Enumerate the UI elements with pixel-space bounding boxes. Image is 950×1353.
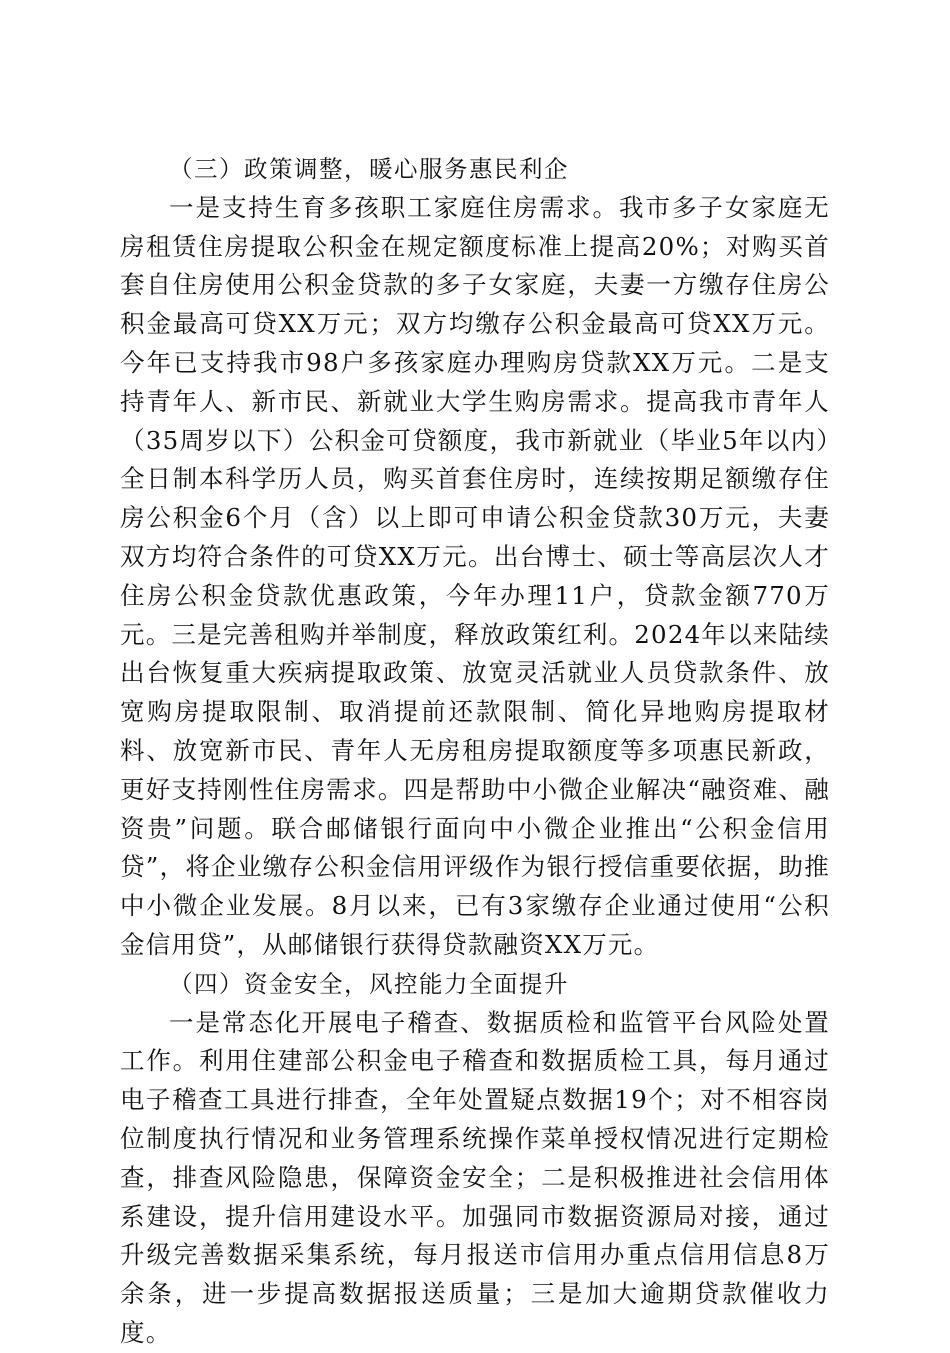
section-heading-3: （三）政策调整，暖心服务惠民利企 bbox=[169, 155, 569, 183]
section-heading-4: （四）资金安全，风控能力全面提升 bbox=[169, 969, 569, 998]
section-paragraph-4: 一是常态化开展电子稽查、数据质检和监管平台风险处置工作。利用住建部公积金电子稽查和数据质检工具，每月通过电子稽查工具进行排查，全年处置疑点数据19个；对不相容岗位制度执行情况和业务管理系统操作菜单授权情况进行定期检查，排查风险隐患，保障资金安全；二是积极推进社会信用体系建设，提升信用建设水平。加强同市数据资源局对接，通过升级完善数据采集系统，每月报送市信用办重点信用信息8万余条，进一步提高数据报送质量；三是加大逾期贷款催收力度。 bbox=[120, 1007, 830, 1347]
document-body bbox=[120, 150, 830, 1353]
section-paragraph-3: 一是支持生育多孩职工家庭住房需求。我市多子女家庭无房租赁住房提取公积金在规定额度标准上提高20%；对购买首套自住房使用公积金贷款的多子女家庭，夫妻一方缴存住房公积金最高可贷XX万元；双方均缴存公积金最高可贷XX万元。今年已支持我市98户多孩家庭办理购房贷款XX万元。二是支持青年人、新市民、新就业大学生购房需求。提高我市青年人（35周岁以下）公积金可贷额度，我市新就业（毕业5年以内）全日制本科学历人员，购买首套住房时，连续按期足额缴存住房公积金6个月（含）以上即可申请公积金贷款30万元，夫妻双方均符合条件的可贷XX万元。出台博士、硕士等高层次人才住房公积金贷款优惠政策，今年办理11户，贷款金额770万元。三是完善租购并举制度，释放政策红利。2024年以来陆续出台恢复重大疾病提取政策、放宽灵活就业人员贷款条件、放宽购房提取限制、取消提前还款限制、简化异地购房提取材料、放宽新市民、青年人无房租房提取额度等多项惠民新政，更好支持刚性住房需求。四是帮助中小微企业解决“融资难、融资贵”问题。联合邮储银行面向中小微企业推出“公积金信用贷”，将企业缴存公积金信用评级作为银行授信重要依据，助推中小微企业发展。8月以来，已有3家缴存企业通过使用“公积金信用贷”，从邮储银行获得贷款融资XX万元。 bbox=[120, 192, 830, 959]
